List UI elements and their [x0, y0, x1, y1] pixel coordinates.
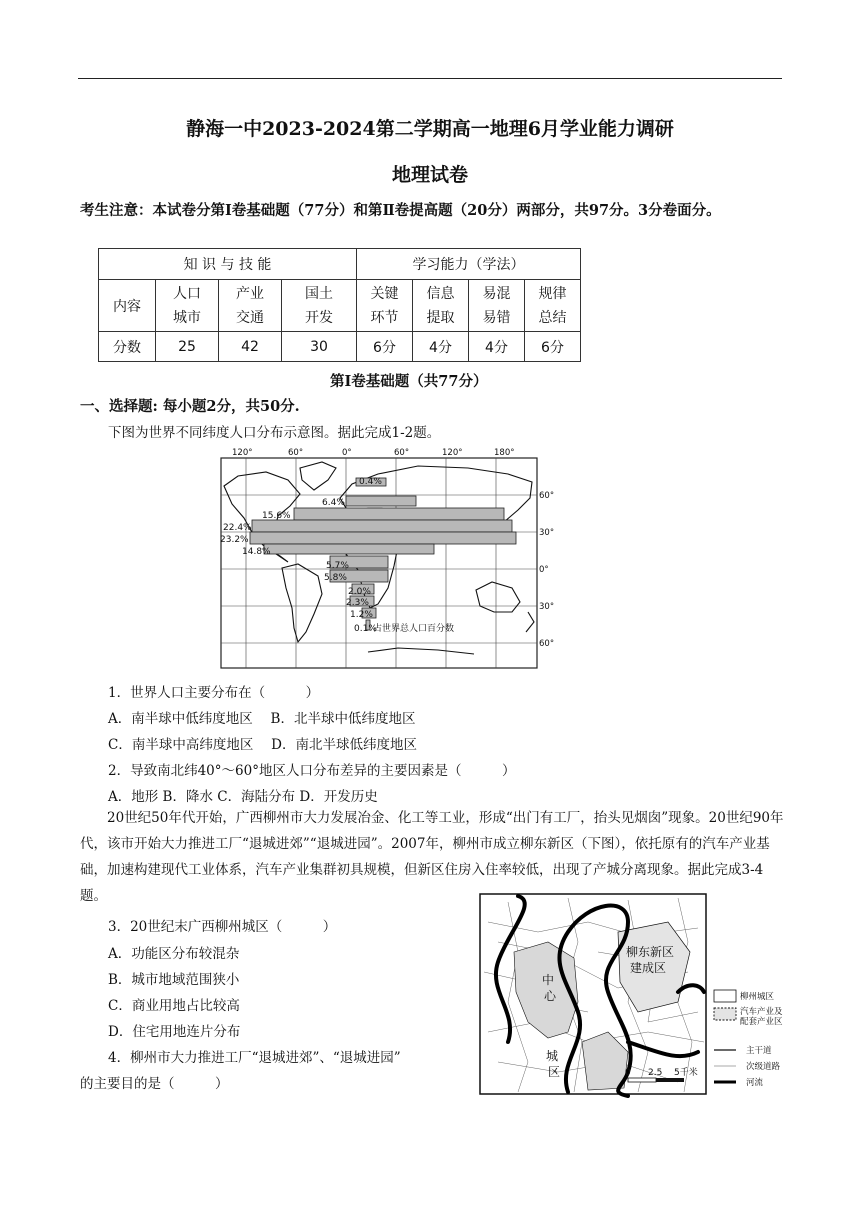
lon-label: 60° [394, 448, 410, 458]
header-rule [78, 78, 782, 79]
bar-label: 2.0% [348, 587, 371, 597]
scale-label: 0 [625, 1068, 631, 1078]
bar-label: 5.7% [326, 561, 349, 571]
q1-options-cd: C．南半球中高纬度地区 D．南北半球低纬度地区 [108, 737, 417, 753]
liuzhou-map [478, 892, 784, 1098]
legend-label: 配套产业区 [740, 1017, 783, 1027]
lon-label: 0° [342, 448, 352, 458]
q1-options-ab: A．南半球中低纬度地区 B．北半球中低纬度地区 [108, 711, 416, 727]
bar-20-30n [250, 532, 516, 544]
legend-label: 主干道 [746, 1046, 772, 1056]
bar-label: 6.4% [322, 498, 345, 508]
old-city-label: 中 [542, 973, 555, 987]
q2-stem: 2．导致南北纬40°～60°地区人口分布差异的主要因素是（ ） [108, 763, 516, 779]
legend-label: 河流 [746, 1078, 764, 1088]
q2-options: A．地形 B．降水 C．海陆分布 D．开发历史 [108, 789, 378, 805]
intro-q1-2: 下图为世界不同纬度人口分布示意图。据此完成1-2题。 [108, 425, 441, 441]
score-cell: 30 [282, 332, 357, 362]
q3-option-d: D．住宅用地连片分布 [108, 1024, 241, 1040]
col-header: 国土 开发 [282, 280, 357, 332]
bar-label: 22.4% [223, 523, 252, 533]
q3-option-a: A．功能区分布较混杂 [108, 946, 240, 962]
old-city-label: 区 [548, 1065, 561, 1079]
q1-stem: 1．世界人口主要分布在（ ） [108, 685, 320, 701]
bar-label: 1.2% [350, 610, 373, 620]
bar-label: 23.2% [220, 535, 249, 545]
lon-label: 180° [494, 448, 515, 458]
scale-label: 2.5 [648, 1068, 663, 1078]
lon-label: 120° [442, 448, 463, 458]
lon-label: 60° [288, 448, 304, 458]
score-cell: 6分 [357, 332, 413, 362]
bar-10-20n [264, 544, 434, 554]
q4-stem-line2: 的主要目的是（ ） [80, 1076, 229, 1092]
bar-label: 0.4% [359, 477, 382, 487]
col-header: 易混 易错 [469, 280, 525, 332]
lat-label: 30° [539, 602, 555, 612]
material-q3-4: 20世纪50年代开始，广西柳州市大力发展冶金、化工等工业，形成“出门有工厂，抬头见烟囱”现象。20世纪90年代，该市开始大力推进工厂“退城进郊”“退城进园”。2007年，柳州市成立柳东新区（下图），依托原有的汽车产业基础，加速构建现代工业体系，汽车产业集群初具规模，但新区住房入住率较低，出现了产城分离现象。据此完成3-4题。 [80, 810, 784, 904]
q3-option-c: C．商业用地占比较高 [108, 998, 240, 1014]
bar-label: 15.6% [262, 511, 291, 521]
bar-label: 14.8% [242, 547, 271, 557]
lat-label: 60° [539, 639, 555, 649]
col-header: 规律 总结 [525, 280, 581, 332]
group-ability: 学习能力（学法） [357, 249, 581, 280]
scale-label: 5千米 [674, 1068, 698, 1078]
row-label-score: 分数 [99, 332, 156, 362]
q3-option-b: B．城市地域范围狭小 [108, 972, 240, 988]
score-cell: 4分 [413, 332, 469, 362]
lon-label: 120° [232, 448, 253, 458]
question-group-title: 一、选择题: 每小题2分，共50分. [80, 398, 300, 415]
new-district-label: 建成区 [630, 961, 667, 975]
score-cell: 25 [156, 332, 219, 362]
bar-40-50n [294, 508, 504, 520]
bar-label: 0.1% [354, 624, 377, 634]
legend-text: 占世界总人口百分数 [373, 624, 455, 634]
row-label-content: 内容 [99, 280, 156, 332]
legend-label: 次级道路 [746, 1062, 781, 1072]
bar-50-60n [346, 496, 416, 506]
new-district-label: 柳东新区 [626, 945, 675, 959]
lat-label: 60° [539, 491, 555, 501]
score-cell: 42 [219, 332, 282, 362]
score-cell: 6分 [525, 332, 581, 362]
exam-notice: 考生注意：本试卷分第Ⅰ卷基础题（77分）和第Ⅱ卷提高题（20分）两部分，共97分。3分卷面分。 [80, 202, 721, 219]
old-city-label: 心 [544, 989, 557, 1003]
bar-label: 5.8% [324, 573, 347, 583]
score-table [98, 248, 581, 362]
col-header: 人口 城市 [156, 280, 219, 332]
population-map [218, 446, 558, 672]
bar-30-40n [252, 520, 512, 532]
lat-label: 0° [539, 565, 549, 575]
exam-title: 静海一中2023-2024第二学期高一地理6月学业能力调研 [186, 118, 674, 140]
legend-label: 汽车产业及 [740, 1007, 783, 1017]
group-knowledge: 知 识 与 技 能 [99, 249, 357, 280]
q3-stem: 3．20世纪末广西柳州城区（ ） [108, 919, 337, 935]
lat-label: 30° [539, 528, 555, 538]
map-legend [714, 990, 783, 1088]
legend-label: 柳州城区 [740, 992, 775, 1002]
exam-subtitle: 地理试卷 [391, 164, 468, 186]
section-title: 第Ⅰ卷基础题（共77分） [330, 373, 488, 390]
col-header: 产业 交通 [219, 280, 282, 332]
old-city-label: 城 [546, 1049, 559, 1063]
bar-label: 2.3% [346, 598, 369, 608]
score-cell: 4分 [469, 332, 525, 362]
col-header: 关键 环节 [357, 280, 413, 332]
q4-stem-line1: 4．柳州市大力推进工厂“退城进郊”、“退城进园” [108, 1050, 401, 1066]
col-header: 信息 提取 [413, 280, 469, 332]
